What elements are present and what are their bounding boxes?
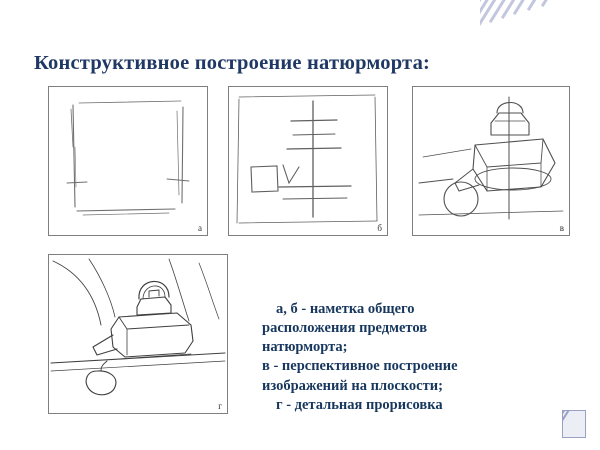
caption-line-4: в - перспективное построение [262, 358, 458, 375]
page-title: Конструктивное построение натюрморта: [34, 52, 431, 74]
figure-a-label: а [198, 223, 202, 233]
figure-g-label: г [218, 401, 222, 411]
decorative-corner-stripes [480, 0, 600, 34]
figure-b-sketch [228, 86, 388, 236]
figure-a-sketch [48, 86, 208, 236]
caption-line-1: а, б - наметка общего [276, 301, 415, 317]
figure-v-label: в [559, 223, 564, 233]
legend-caption [262, 300, 574, 415]
figure-v-sketch [412, 86, 570, 236]
caption-line-3: натюрморта; [262, 339, 348, 356]
caption-line-5: изображений на плоскости; [262, 377, 443, 394]
caption-line-2: расположения предметов [262, 320, 428, 337]
figure-g-sketch [48, 254, 228, 414]
decorative-corner-badge [562, 410, 586, 438]
caption-line-6: г - детальная прорисовка [276, 396, 443, 413]
figure-b-label: б [377, 223, 382, 233]
